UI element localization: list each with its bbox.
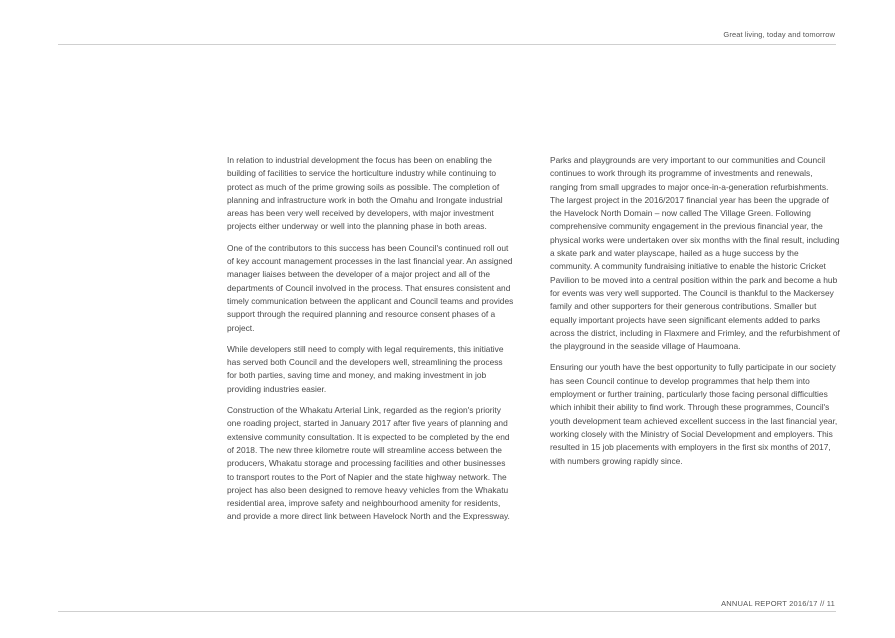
footer-divider [58, 611, 836, 612]
page-footer: ANNUAL REPORT 2016/17 // 11 [721, 599, 835, 608]
body-paragraph: Construction of the Whakatu Arterial Link, regarded as the region's priority one roading project, started in January 2017 after five years of planning and extensive community consultation. It is expected to be completed by the end of 2018. The new three kilometre route will streamline access between the producers, Whakatu storage and processing facilities and other businesses to transport routes to the Port of Napier and the state highway network. The project has also been designed to remove heavy vehicles from the Whakatu residential area, improve safety and neighbourhood amenity for residents, and provide a more direct link between Havelock North and the Expressway. [227, 405, 510, 522]
header-tagline: Great living, today and tomorrow [723, 30, 835, 39]
body-paragraph: In relation to industrial development the focus has been on enabling the building of facilities to service the horticulture industry while continuing to protect as much of the prime growing soils as possible. The completion of planning and infrastructure work in both the Omahu and Irongate industrial areas has been very well received by developers, with major investment projects either underway or well into the planning phase in both areas. [227, 155, 503, 232]
body-paragraph: Parks and playgrounds are very important to our communities and Council continues to work through its programme of investments and renewals, ranging from small upgrades to major once-in-a-generation refurbishments. The largest project in the 2016/2017 financial year has been the upgrade of the Havelock North Domain – now called The Village Green. Following comprehensive community engagement in the previous financial year, the physical works were undertaken over six months with the final result, including a skate park and water playscape, hailed as a huge success by the community. A community fundraising initiative to enable the historic Cricket Pavilion to be moved into a central position within the park and become a hub for events was very well supported. The Council is thankful to the Mackersey family and other supporters for their generous contributions. Smaller but equally important projects have seen significant elements added to parks across the district, including in Flaxmere and Frimley, and the refurbishment of the playground in the seaside village of Haumoana. [550, 155, 840, 352]
header-divider [58, 44, 836, 45]
left-column [227, 154, 514, 532]
body-paragraph: Ensuring our youth have the best opportunity to fully participate in our society has seen Council continue to develop programmes that help them into employment or further training, particularly those facing personal difficulties which inhibit their ability to find work. Through these programmes, Council's youth development team achieved excellent success in the last financial year, working closely with the Ministry of Social Development and employers. This resulted in 15 job placements with employers in the first six months of 2017, with numbers growing rapidly since. [550, 362, 838, 466]
right-column [550, 154, 840, 476]
body-paragraph: While developers still need to comply with legal requirements, this initiative has served both Council and the developers well, streamlining the process for both parties, saving time and money, and making investment in job providing industries easier. [227, 343, 504, 394]
body-paragraph: One of the contributors to this success has been Council's continued roll out of key account management processes in the last financial year. An assigned manager liaises between the developer of a major project and all of the departments of Council involved in the process. That ensures consistent and timely communication between the applicant and Council teams and provides support through the required planning and resource consent phases of a project. [227, 242, 514, 333]
